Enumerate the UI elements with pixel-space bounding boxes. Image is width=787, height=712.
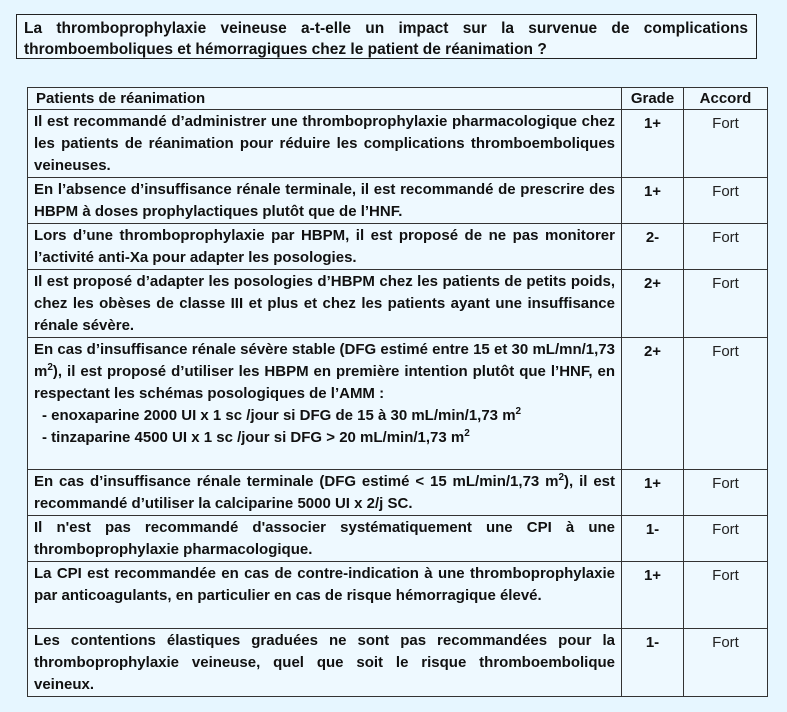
superscript: 2 — [47, 362, 53, 373]
row-grade: 1- — [622, 516, 684, 562]
superscript: 2 — [515, 406, 522, 417]
row-text: Il est proposé d’adapter les posologies d’HBPM chez les patients de petits poids, chez les obèses de classe III et plus et chez les patients ayant une insuffisance rénale sévère. — [28, 270, 622, 338]
row-text: Il est recommandé d’administrer une thromboprophylaxie pharmacologique chez les patients de réanimation pour réduire les complications thromboemboliques veineuses. — [28, 110, 622, 178]
row-text-part-a: En cas d’insuffisance rénale terminale (DFG estimé < 15 mL/min/1,73 m — [34, 473, 559, 490]
row-text: En l’absence d’insuffisance rénale terminale, il est recommandé de prescrire des HBPM à doses prophylactiques plutôt que de l’HNF. — [28, 178, 622, 224]
dosage-item-tinzaparine — [34, 427, 615, 449]
table-row — [28, 270, 768, 338]
question-box — [16, 14, 757, 59]
row-text: Lors d’une thromboprophylaxie par HBPM, il est proposé de ne pas monitorer l’activité anti-Xa pour adapter les posologies. — [28, 224, 622, 270]
row-accord: Fort — [684, 270, 768, 338]
recommendations-table — [27, 87, 768, 697]
row-accord: Fort — [684, 224, 768, 270]
row-accord: Fort — [684, 516, 768, 562]
superscript: 2 — [558, 472, 565, 483]
table-row — [28, 516, 768, 562]
table-row — [28, 338, 768, 470]
row-grade: 1+ — [622, 562, 684, 629]
row-text — [28, 338, 622, 470]
row-accord: Fort — [684, 178, 768, 224]
table-row — [28, 110, 768, 178]
header-patients: Patients de réanimation — [28, 88, 622, 110]
row-accord: Fort — [684, 338, 768, 470]
table-row — [28, 178, 768, 224]
question-line-2: thromboemboliques et hémorragiques chez le patient de réanimation ? — [24, 41, 547, 58]
row-grade: 1- — [622, 629, 684, 697]
row-grade: 1+ — [622, 110, 684, 178]
row-accord: Fort — [684, 110, 768, 178]
row-accord: Fort — [684, 562, 768, 629]
dosage-text: - tinzaparine 4500 UI x 1 sc /jour si DFG > 20 mL/min/1,73 m — [42, 429, 465, 446]
row-grade: 2+ — [622, 270, 684, 338]
table-header-row — [28, 88, 768, 110]
row-text: Les contentions élastiques graduées ne sont pas recommandées pour la thromboprophylaxie veineuse, quel que soit le risque thromboembolique veineux. — [28, 629, 622, 697]
row-grade: 1+ — [622, 178, 684, 224]
question-line-1: La thromboprophylaxie veineuse a-t-elle un impact sur la survenue de complications — [24, 20, 748, 37]
table-row — [28, 562, 768, 629]
superscript: 2 — [464, 428, 470, 439]
dosage-item-enoxaparine — [34, 405, 615, 427]
table-row — [28, 629, 768, 697]
header-accord: Accord — [684, 88, 768, 110]
row-text-part-b: ), il est recommandé d’utiliser la calciparine 5000 UI x 2/j SC. — [34, 473, 615, 512]
table-row — [28, 470, 768, 516]
row-accord: Fort — [684, 629, 768, 697]
row-text: Il n'est pas recommandé d'associer systématiquement une CPI à une thromboprophylaxie pharmacologique. — [28, 516, 622, 562]
row-grade: 1+ — [622, 470, 684, 516]
row-accord: Fort — [684, 470, 768, 516]
table-row — [28, 224, 768, 270]
header-grade: Grade — [622, 88, 684, 110]
row-grade: 2+ — [622, 338, 684, 470]
row-text: La CPI est recommandée en cas de contre-indication à une thromboprophylaxie par anticoagulants, en particulier en cas de risque hémorragique élevé. — [28, 562, 622, 629]
row-grade: 2- — [622, 224, 684, 270]
dosage-text: - enoxaparine 2000 UI x 1 sc /jour si DFG de 15 à 30 mL/min/1,73 m — [42, 407, 516, 424]
row-text — [28, 470, 622, 516]
row-text-part-a: En cas d’insuffisance rénale sévère stable (DFG estimé entre 15 et 30 mL/mn/1,73 m — [34, 341, 615, 380]
row-text-part-b: ), il est proposé d’utiliser les HBPM en première intention plutôt que l’HNF, en respectant les schémas posologiques de l’AMM : — [34, 363, 615, 402]
